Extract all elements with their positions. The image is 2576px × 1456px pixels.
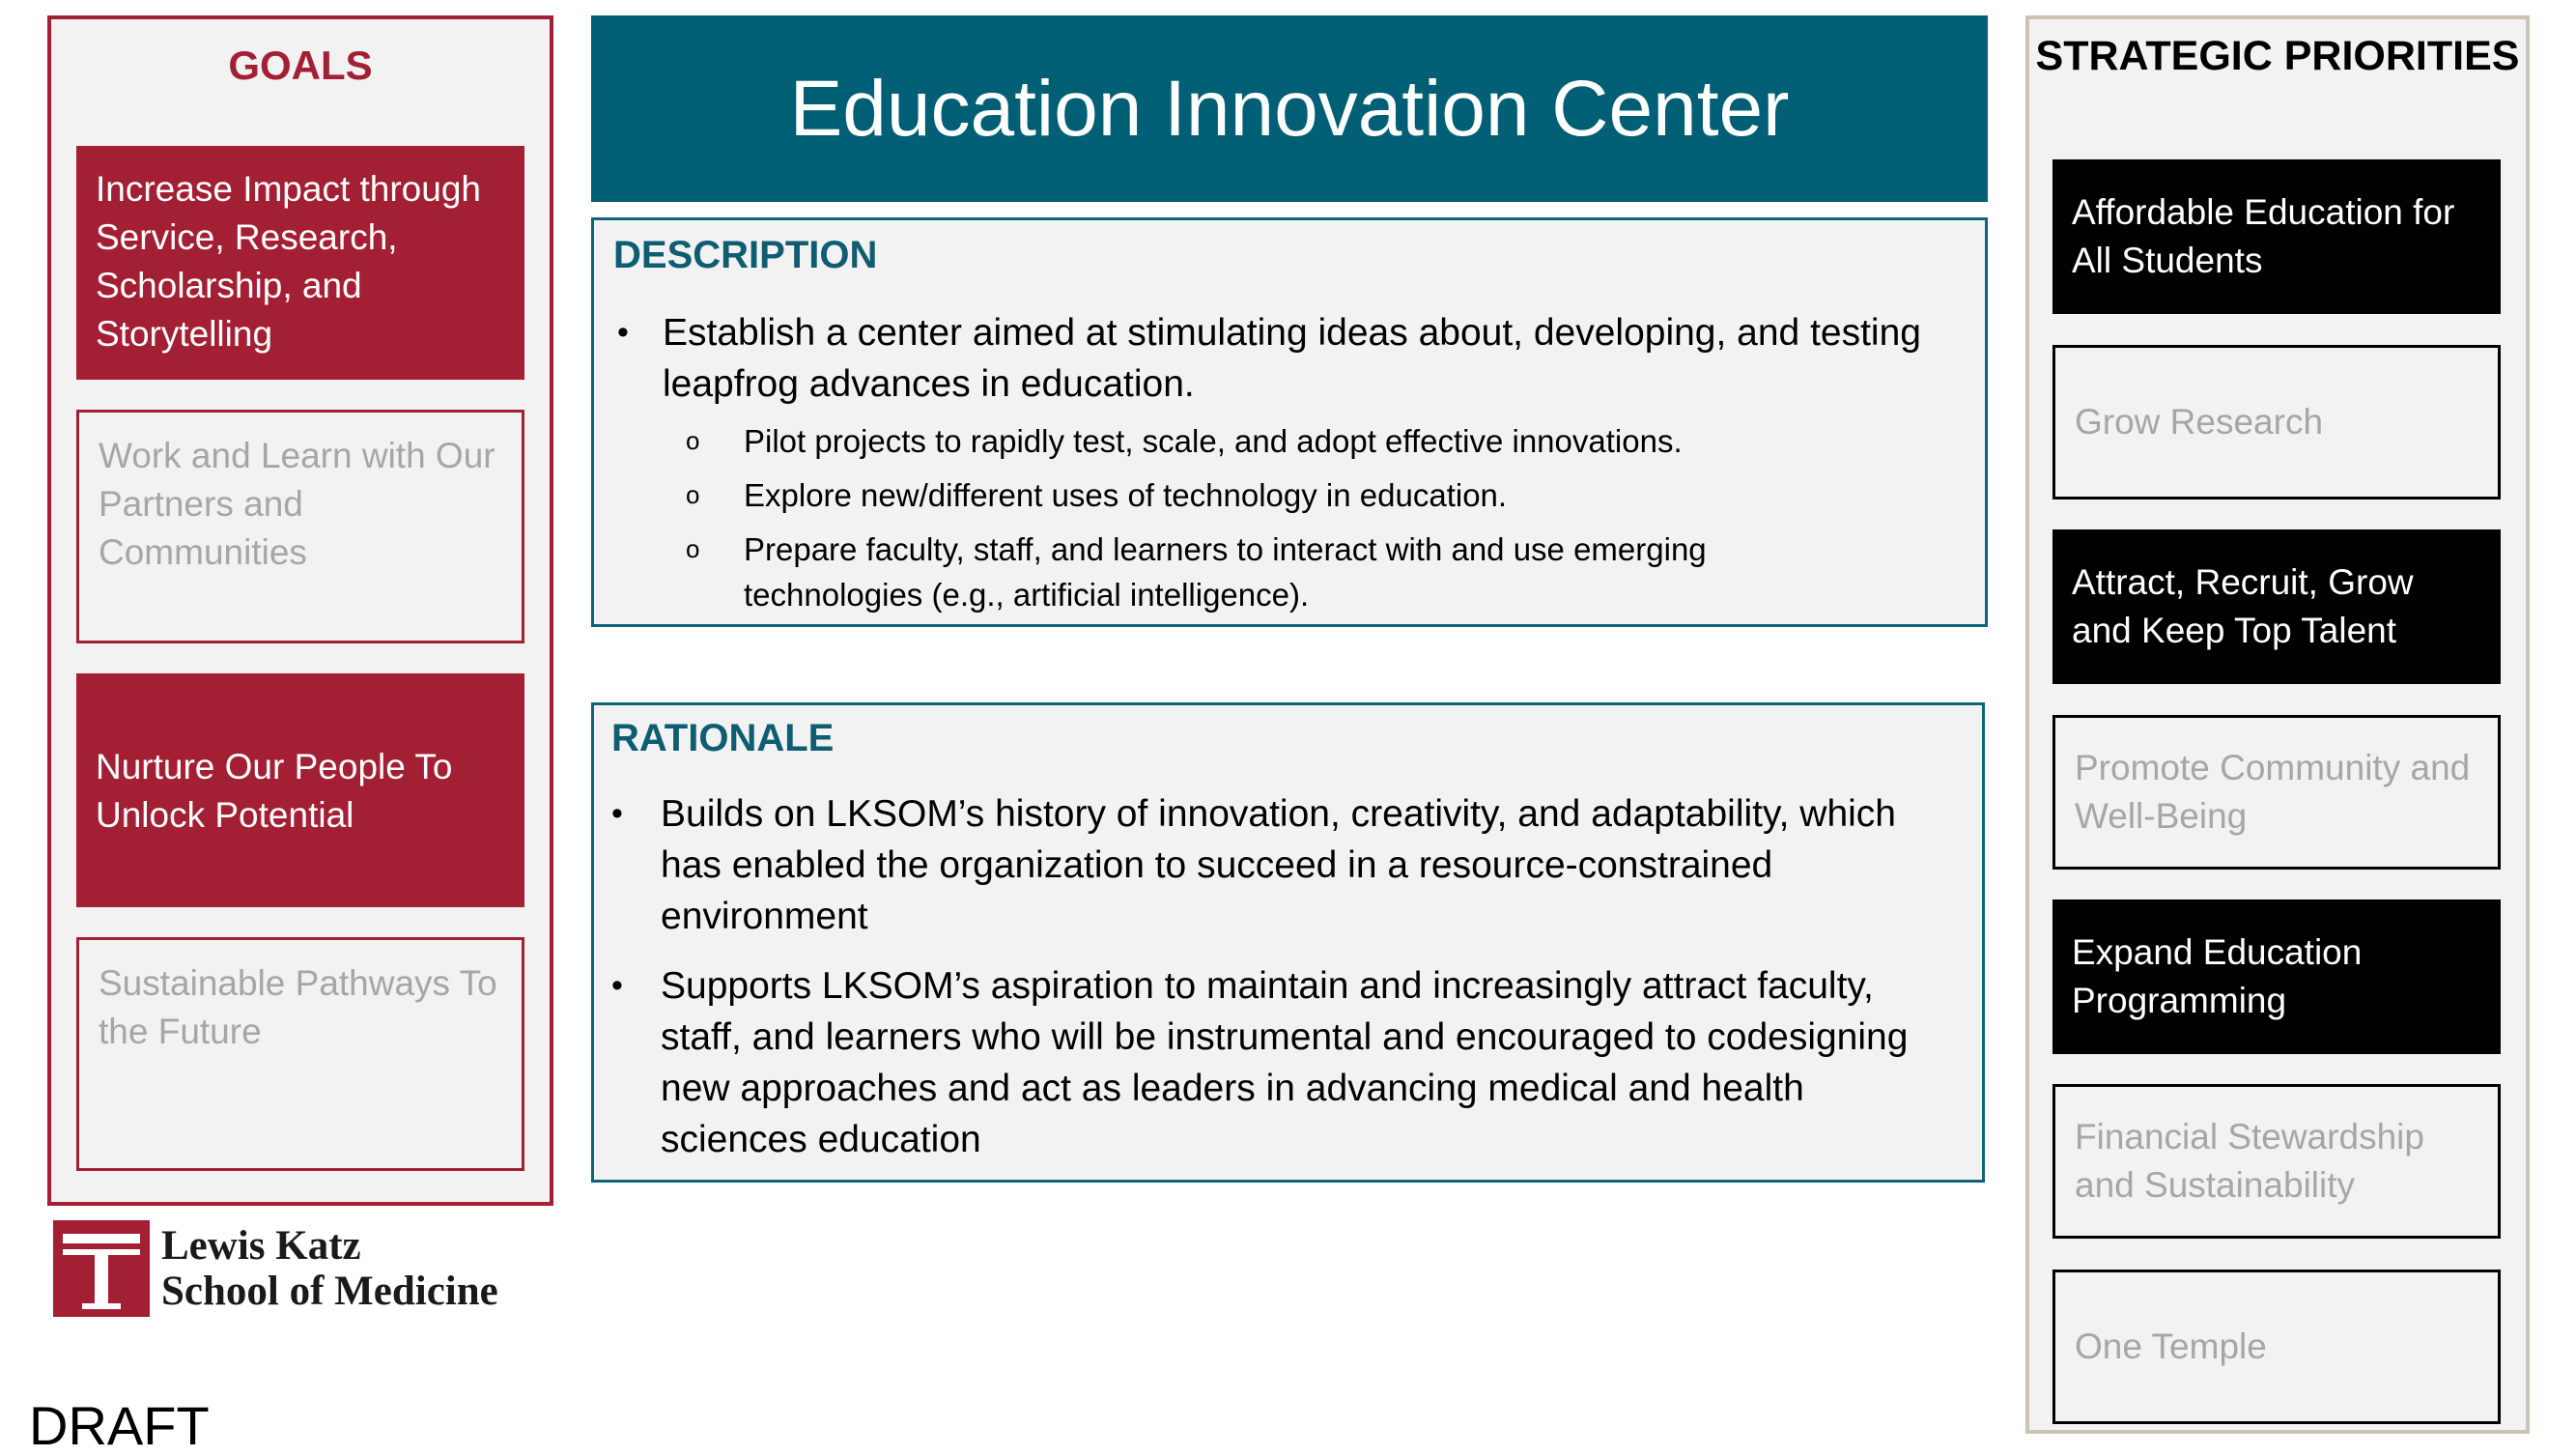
rationale-heading: RATIONALE: [611, 717, 835, 759]
description-sub-bullet: Pilot projects to rapidly test, scale, and adopt effective innovations.: [744, 423, 1683, 459]
rationale-bullet: Builds on LKSOM’s history of innovation, creativity, and adaptability, which has enabled the organization to succeed in a resource-constrained environment: [661, 793, 1896, 937]
priority-affordable-education[interactable]: Affordable Education for All Students: [2052, 159, 2501, 314]
priority-community-well-being[interactable]: Promote Community and Well-Being: [2052, 715, 2501, 870]
description-bullet: Establish a center aimed at stimulating ideas about, developing, and testing leapfrog advances in education.: [663, 312, 1921, 405]
priority-grow-research[interactable]: Grow Research: [2052, 345, 2501, 500]
priority-financial-stewardship[interactable]: Financial Stewardship and Sustainability: [2052, 1084, 2501, 1239]
logo-wordmark: [161, 1223, 498, 1314]
temple-t-icon: [53, 1220, 150, 1317]
description-sub-bullet: Explore new/different uses of technology in education.: [744, 477, 1508, 513]
logo-line-1: Lewis Katz: [161, 1223, 361, 1269]
goals-heading: GOALS: [228, 43, 373, 88]
logo-line-2: School of Medicine: [161, 1269, 498, 1314]
goal-increase-impact[interactable]: Increase Impact through Service, Research, Scholarship, and Storytelling: [76, 146, 524, 380]
goal-nurture-people[interactable]: Nurture Our People To Unlock Potential: [76, 673, 524, 907]
sub-bullet-marker: o: [686, 426, 700, 455]
sub-bullet-marker: o: [686, 480, 700, 509]
bullet-marker: •: [617, 314, 629, 351]
bullet-marker: •: [611, 795, 623, 832]
goal-work-and-learn[interactable]: Work and Learn with Our Partners and Communities: [76, 410, 524, 643]
description-heading: DESCRIPTION: [613, 234, 878, 276]
priority-top-talent[interactable]: Attract, Recruit, Grow and Keep Top Talent: [2052, 529, 2501, 684]
sub-bullet-marker: o: [686, 534, 700, 563]
goal-sustainable-pathways[interactable]: Sustainable Pathways To the Future: [76, 937, 524, 1171]
priority-education-programming[interactable]: Expand Education Programming: [2052, 899, 2501, 1054]
priority-one-temple[interactable]: One Temple: [2052, 1270, 2501, 1424]
description-box: [591, 217, 1988, 627]
page-title: Education Innovation Center: [591, 15, 1988, 202]
description-sub-bullet: Prepare faculty, staff, and learners to interact with and use emerging technologies (e.g., artificial intelligence).: [744, 531, 1707, 613]
rationale-box: [591, 702, 1985, 1183]
temple-logo-icon: [53, 1220, 150, 1317]
rationale-bullet: Supports LKSOM’s aspiration to maintain and increasingly attract faculty, staff, and learners who will be instrumental and encouraged to codesigning new approaches and act as leaders in advancing medical and health sciences education: [661, 965, 1909, 1160]
priorities-heading: STRATEGIC PRIORITIES: [2035, 33, 2520, 79]
bullet-marker: •: [611, 967, 623, 1004]
draft-label: DRAFT: [29, 1395, 210, 1456]
